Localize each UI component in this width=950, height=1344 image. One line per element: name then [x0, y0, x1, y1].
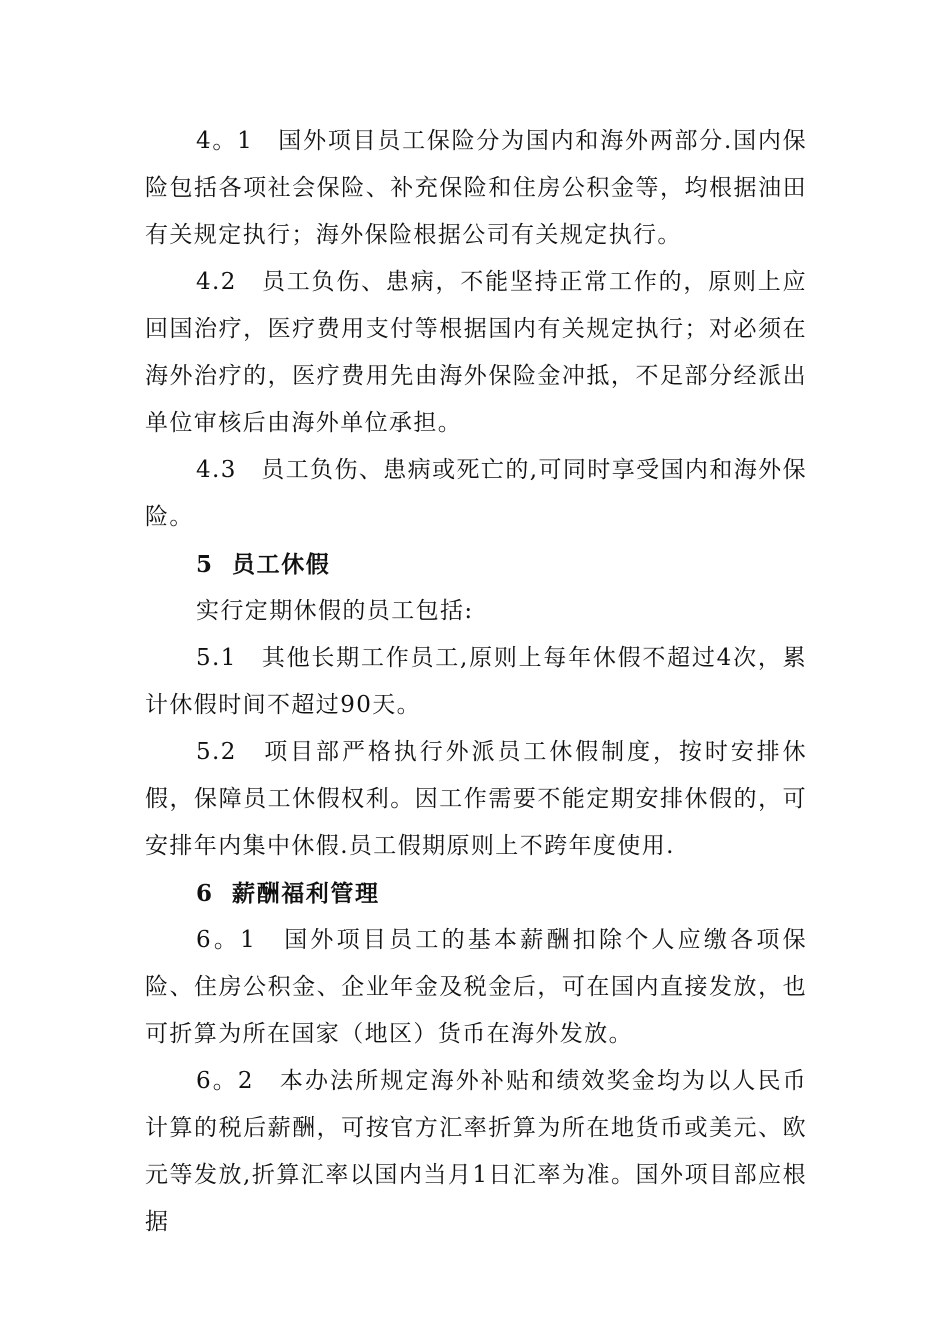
section-5-title: 员工休假: [232, 551, 331, 578]
document-body: [145, 118, 807, 1246]
section-5-heading: [145, 541, 807, 588]
paragraph-4-2: 4.2 员工负伤、患病，不能坚持正常工作的，原则上应回国治疗，医疗费用支付等根据国内有关规定执行；对必须在海外治疗的，医疗费用先由海外保险金冲抵，不足部分经派出单位审核后由海外单位承担。: [145, 269, 807, 436]
paragraph-4-3: 4.3 员工负伤、患病或死亡的,可同时享受国内和海外保险。: [145, 457, 807, 530]
paragraph-5-2: 5.2 项目部严格执行外派员工休假制度，按时安排休假，保障员工休假权利。因工作需要不能定期安排休假的，可安排年内集中休假.员工假期原则上不跨年度使用.: [145, 739, 807, 859]
section-6-title: 薪酬福利管理: [232, 880, 380, 907]
paragraph-6-1: 6。1 国外项目员工的基本薪酬扣除个人应缴各项保险、住房公积金、企业年金及税金后，可在国内直接发放，也可折算为所在国家（地区）货币在海外发放。: [145, 927, 807, 1047]
section-5-intro: 实行定期休假的员工包括:: [196, 598, 474, 624]
paragraph-6-2: 6。2 本办法所规定海外补贴和绩效奖金均为以人民币计算的税后薪酬，可按官方汇率折算为所在地货币或美元、欧元等发放,折算汇率以国内当月1日汇率为准。国外项目部应根据: [145, 1068, 807, 1235]
section-6-number: 6: [196, 880, 214, 907]
section-6-heading: [145, 870, 807, 917]
paragraph-5-1: 5.1 其他长期工作员工,原则上每年休假不超过4次，累计休假时间不超过90天。: [145, 645, 807, 718]
section-5-number: 5: [196, 551, 214, 578]
paragraph-4-1: 4。1 国外项目员工保险分为国内和海外两部分.国内保险包括各项社会保险、补充保险和住房公积金等，均根据油田有关规定执行；海外保险根据公司有关规定执行。: [145, 128, 807, 248]
